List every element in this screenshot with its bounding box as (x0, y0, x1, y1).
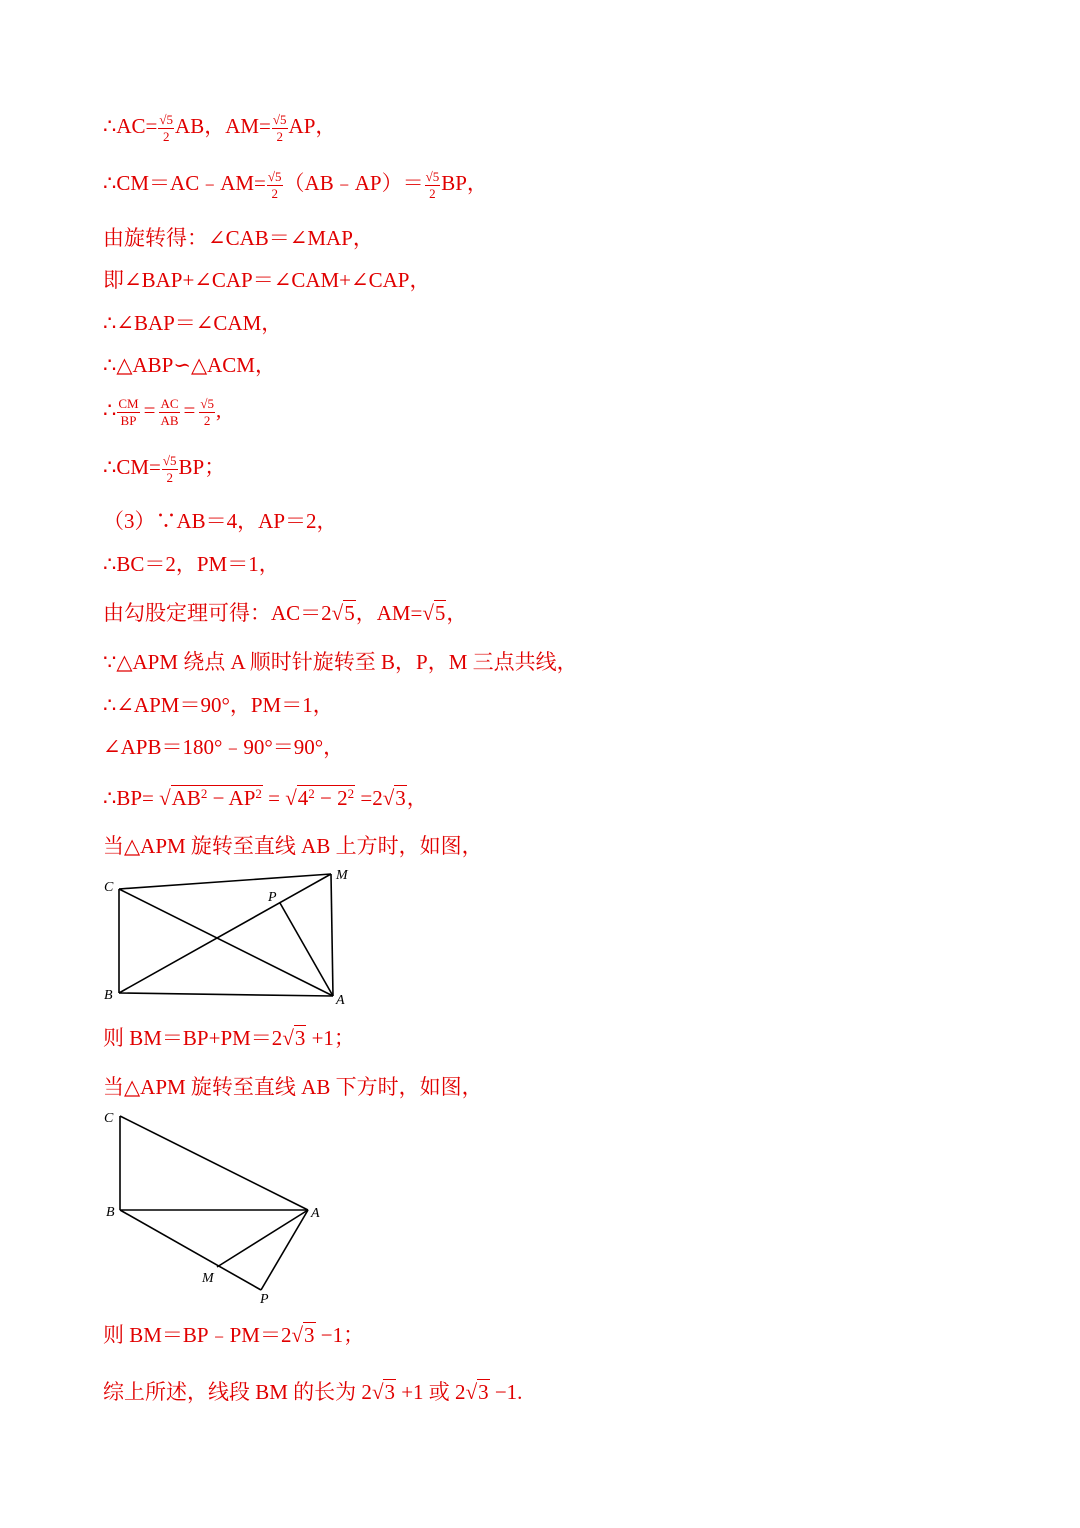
radical: √ (291, 1323, 303, 1347)
line-11 (103, 603, 467, 624)
line-4: 即∠BAP+∠CAP＝∠CAM+∠CAP， (103, 268, 431, 292)
text: −1. (489, 1380, 523, 1404)
radicand: 5 (344, 601, 355, 625)
radical: √ (371, 1380, 384, 1404)
numerator: √5 (267, 169, 282, 184)
label-p: P (268, 890, 277, 905)
line-18: 当△APM 旋转至直线 AB 下方时，如图， (103, 1075, 483, 1099)
radical: √ (159, 786, 171, 810)
sqrt (285, 787, 355, 809)
fraction (159, 397, 179, 427)
radicand: 3 (478, 1380, 489, 1404)
line-13: ∴∠APM＝90°，PM＝1， (103, 693, 334, 717)
segment-ba (119, 993, 333, 996)
radical: √ (422, 601, 434, 625)
fraction (199, 397, 215, 427)
exponent: 2 (308, 786, 315, 801)
sqrt (332, 603, 356, 624)
text: ∴BP= (103, 786, 160, 810)
text: − 2 (314, 786, 348, 810)
text: = (262, 786, 286, 810)
denominator: 2 (276, 128, 283, 144)
text: BP， (441, 170, 488, 195)
denominator: BP (120, 412, 137, 428)
radicand: 3 (384, 1380, 395, 1404)
fraction (117, 397, 139, 427)
text: = (143, 397, 156, 422)
text: 则 BM＝BP+PM＝2 (103, 1026, 283, 1050)
label-c: C (104, 880, 114, 895)
segment-ca (120, 1116, 308, 1210)
line-5: ∴∠BAP＝∠CAM， (103, 311, 283, 335)
fraction (158, 113, 174, 143)
fraction (162, 454, 178, 484)
label-b: B (106, 1205, 115, 1220)
exponent: 2 (255, 786, 262, 801)
text: 由勾股定理可得：AC＝2 (103, 601, 332, 625)
text: ∴AC= (103, 113, 158, 138)
line-3: 由旋转得：∠CAB＝∠MAP， (103, 226, 374, 250)
sqrt (422, 603, 446, 624)
segment-bp (120, 1210, 261, 1290)
line-15 (103, 787, 428, 809)
numerator: CM (118, 396, 139, 411)
label-a: A (311, 1206, 320, 1221)
text: BP； (178, 454, 226, 479)
sqrt (372, 1382, 396, 1403)
segment-ma (331, 874, 333, 996)
sqrt (291, 1325, 315, 1346)
text: −1； (315, 1323, 365, 1347)
radicand (171, 785, 263, 810)
text: AP， (288, 113, 337, 138)
label-b: B (104, 988, 113, 1003)
radical: √ (331, 601, 344, 625)
figure-above-ab (100, 862, 360, 1012)
text: +1 或 2 (395, 1380, 466, 1404)
numerator: √5 (162, 453, 177, 468)
segment-ca (119, 889, 333, 996)
sqrt (159, 787, 263, 809)
fraction (267, 170, 283, 200)
radicand: 3 (294, 1026, 306, 1050)
radicand: 3 (395, 786, 406, 810)
text: ∴CM＝AC﹣AM= (103, 170, 266, 195)
segment-ap (261, 1210, 308, 1290)
text: 4 (297, 786, 309, 810)
denominator: 2 (429, 185, 436, 201)
label-m: M (336, 868, 348, 883)
text: AB，AM= (175, 113, 271, 138)
radical: √ (465, 1380, 478, 1404)
fraction (425, 170, 441, 200)
line-14: ∠APB＝180°﹣90°＝90°， (103, 735, 345, 759)
text: , (216, 397, 222, 422)
line-12: ∵△APM 绕点 A 顺时针旋转至 B，P，M 三点共线， (103, 650, 578, 674)
label-p: P (260, 1292, 269, 1307)
text: 综上所述，线段 BM 的长为 2 (103, 1380, 372, 1404)
text: ∴CM= (103, 454, 161, 479)
denominator: AB (160, 412, 179, 428)
numerator: √5 (200, 396, 214, 411)
sqrt (466, 1382, 490, 1403)
denominator: 2 (162, 128, 170, 144)
line-17 (103, 1028, 355, 1049)
fraction (272, 113, 288, 143)
line-7 (103, 397, 221, 427)
text: （AB﹣AP）＝ (283, 170, 424, 195)
exponent: 2 (347, 786, 355, 801)
radicand: 3 (304, 1323, 315, 1347)
sqrt (383, 788, 407, 809)
line-10: ∴BC＝2，PM＝1， (103, 552, 280, 576)
denominator: 2 (271, 185, 278, 201)
label-c: C (104, 1111, 114, 1126)
text: ， (446, 601, 468, 625)
line-1 (103, 113, 336, 143)
label-m: M (202, 1271, 214, 1286)
radical: √ (282, 1026, 294, 1050)
line-6: ∴△ABP∽△ACM， (103, 353, 276, 377)
line-9: （3）∵AB＝4，AP＝2， (103, 509, 338, 533)
text: =2 (355, 786, 383, 810)
segment-am (217, 1210, 308, 1267)
denominator: 2 (203, 412, 211, 428)
line-16: 当△APM 旋转至直线 AB 上方时，如图， (103, 834, 483, 858)
radical: √ (382, 786, 395, 810)
numerator: AC (160, 396, 179, 411)
numerator: √5 (272, 112, 287, 127)
text: ， (406, 786, 428, 810)
segment-bm (119, 874, 331, 993)
figure-below-ab (100, 1104, 340, 1310)
text: 则 BM＝BP﹣PM＝2 (103, 1323, 292, 1347)
line-2 (103, 170, 488, 200)
text: = (183, 397, 196, 422)
label-a: A (336, 993, 345, 1008)
text: ，AM= (355, 601, 423, 625)
line-20 (103, 1382, 522, 1403)
text: − AP (207, 786, 256, 810)
radicand: 5 (434, 601, 446, 625)
radical: √ (285, 786, 297, 810)
text: ∴ (103, 397, 117, 422)
numerator: √5 (159, 112, 174, 127)
text: +1； (306, 1026, 355, 1050)
text: AB (171, 786, 201, 810)
exponent: 2 (200, 786, 208, 801)
segment-cm (119, 874, 331, 889)
sqrt (282, 1028, 306, 1049)
numerator: √5 (425, 169, 440, 184)
line-8 (103, 454, 225, 484)
denominator: 2 (166, 469, 173, 485)
line-19 (103, 1325, 364, 1346)
radicand (297, 785, 355, 810)
